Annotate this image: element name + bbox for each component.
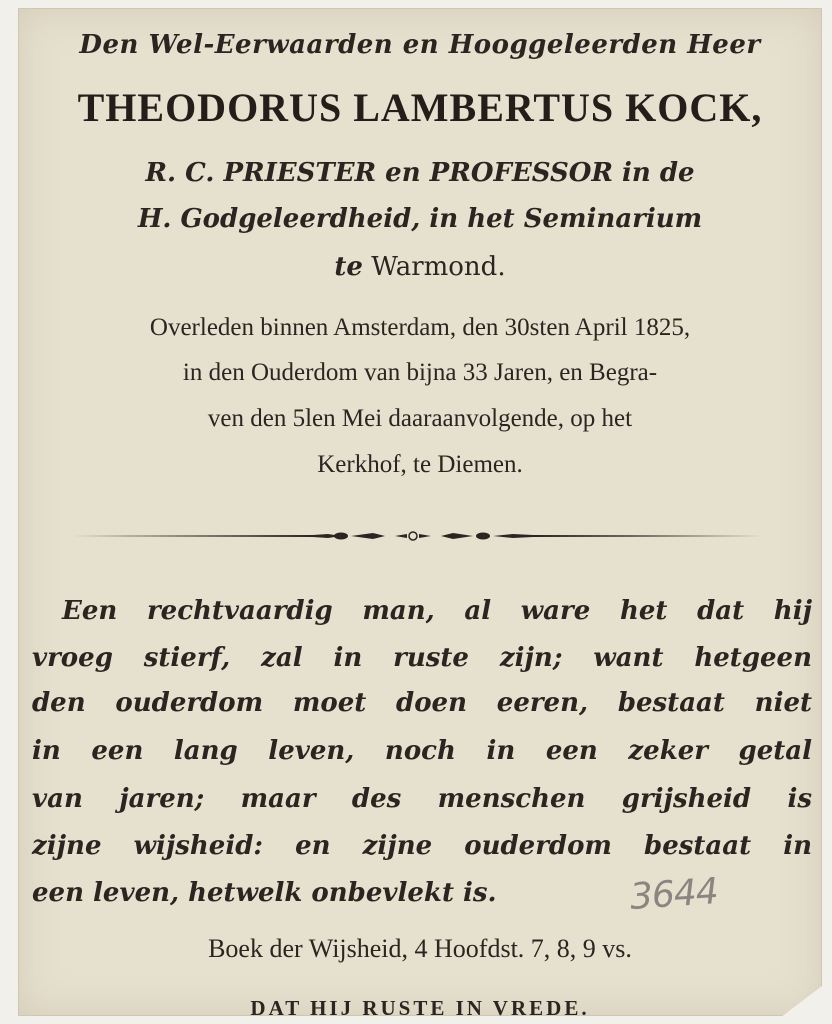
obituary-line-4: Kerkhof, te Diemen. (317, 451, 523, 478)
verse-line-5: van jaren; maar des menschen grijsheid is (32, 784, 812, 814)
position-line-3-prefix: te (334, 252, 363, 282)
verse-line-1: Een rechtvaardig man, al ware het dat hij (62, 596, 812, 626)
deceased-name: THEODORUS LAMBERTUS KOCK, (77, 85, 763, 130)
honorific: Den Wel-Eerwaarden en Hooggeleerden Heer (79, 30, 761, 60)
closing-line: DAT HIJ RUSTE IN VREDE. (250, 996, 590, 1016)
archive-number: 3644 (628, 870, 719, 919)
position-line-2: H. Godgeleerdheid, in het Seminarium (137, 204, 703, 234)
ornamental-divider (73, 526, 773, 546)
position-line-3-place: Warmond. (371, 252, 506, 282)
verse-line-4: in een lang leven, noch in een zeker getal (32, 736, 812, 766)
verse-line-7: een leven, hetwelk onbevlekt is. (32, 878, 497, 908)
memorial-card (18, 8, 822, 1016)
obituary-line-3: ven den 5len Mei daaraanvolgende, op het (207, 405, 633, 432)
obituary-line-1: Overleden binnen Amsterdam, den 30sten April 1825, (149, 314, 691, 341)
position-line-1: R. C. PRIESTER en PROFESSOR in de (145, 158, 695, 188)
scripture-reference: Boek der Wijsheid, 4 Hoofdst. 7, 8, 9 vs. (208, 934, 632, 963)
verse-line-3: den ouderdom moet doen eeren, bestaat niet (32, 688, 812, 718)
position-line-3 (18, 252, 822, 282)
verse-line-2: vroeg stierf, zal in ruste zijn; want hetgeen (32, 643, 812, 673)
obituary-line-2: in den Ouderdom van bijna 33 Jaren, en Begra- (182, 359, 658, 386)
verse-line-6: zijne wijsheid: en zijne ouderdom bestaat in (32, 831, 812, 861)
